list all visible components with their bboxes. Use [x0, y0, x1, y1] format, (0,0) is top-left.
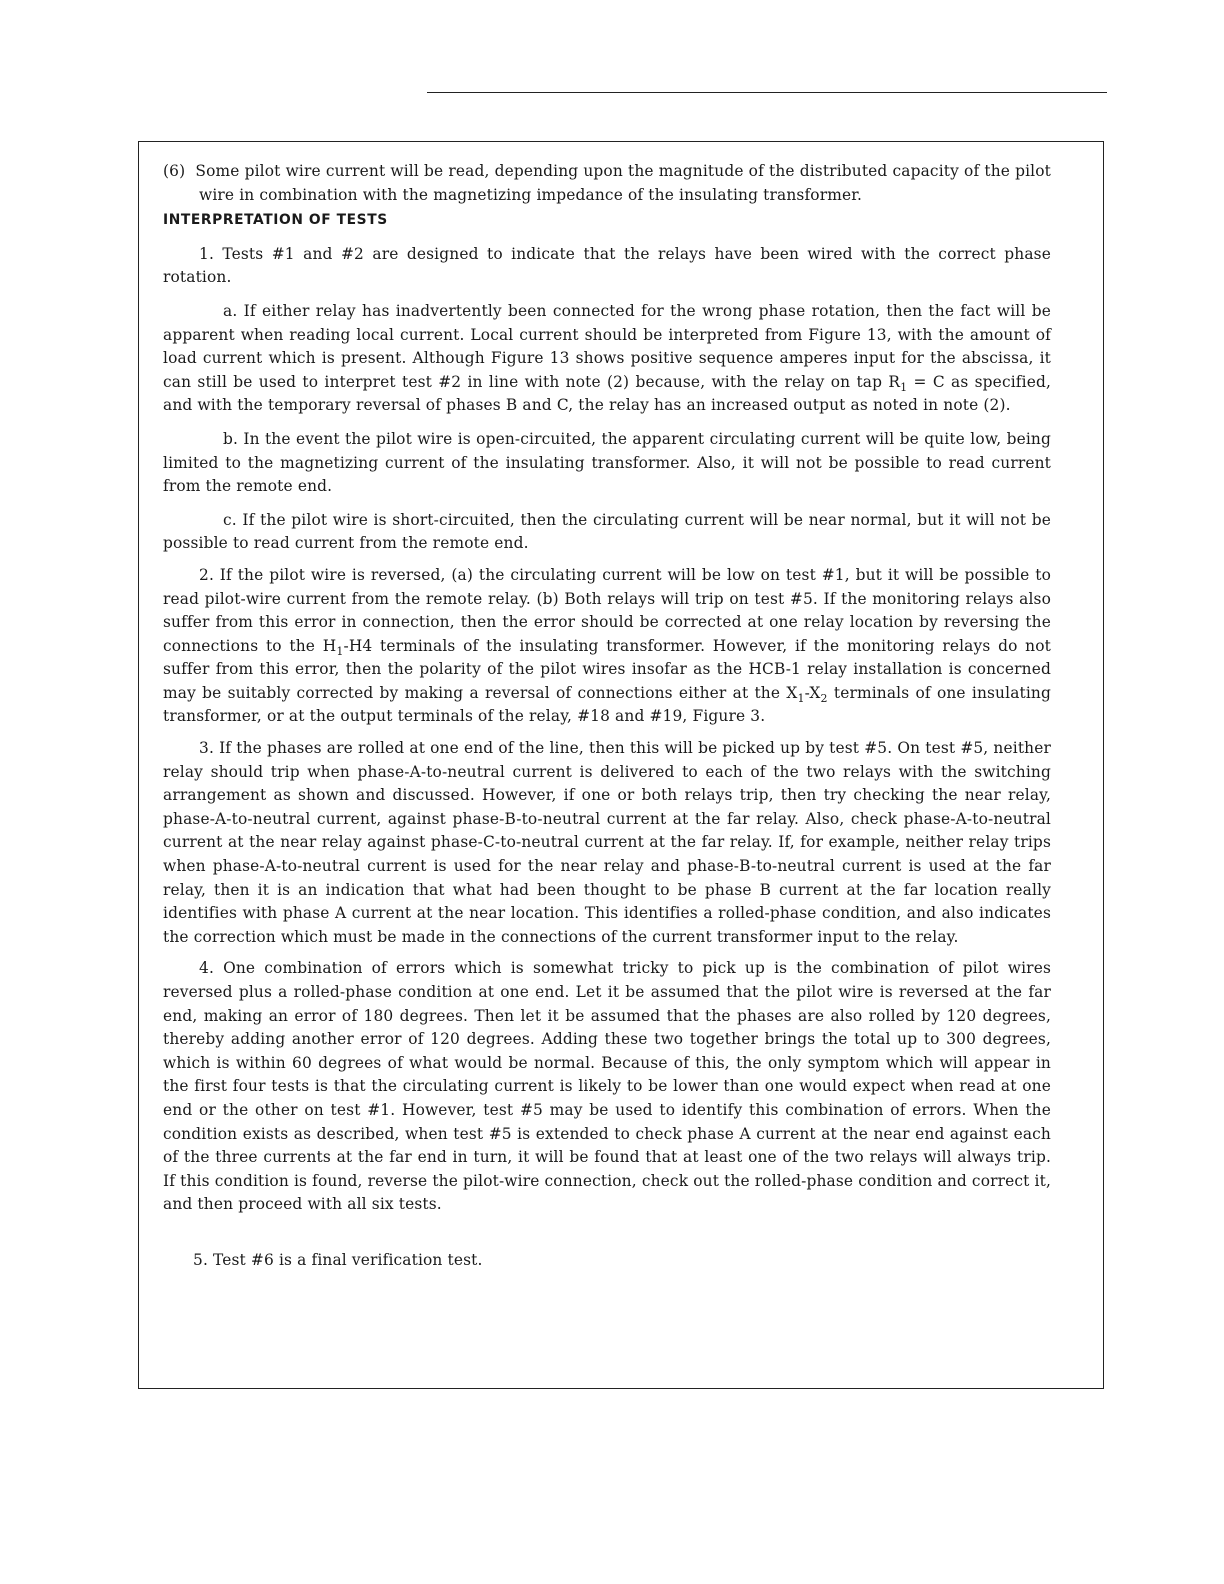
paragraph-3: 3. If the phases are rolled at one end of the line, then this will be picked up by test #5. On test #5, neither relay should trip when phase-A-to-neutral current is delivered to each of the two relays with the switching arrangement as shown and discussed. However, if one or both relays trip, then try checking the near relay, phase-A-to-neutral current, against phase-B-to-neutral current at the far relay. Also, check phase-A-to-neutral current at the near relay against phase-C-to-neutral current at the far relay. If, for example, neither relay trips when phase-A-to-neutral current is used for the near relay and phase-B-to-neutral current is used at the far relay, then it is an indication that what had been thought to be phase B current at the far location really identifies with phase A current at the near location. This identifies a rolled-phase condition, and also indicates the correction which must be made in the connections of the current transformer input to the relay. [163, 739, 1051, 946]
paragraph-1b: b. In the event the pilot wire is open-circuited, the apparent circulating current will be quite low, being limited to the magnetizing current of the insulating transformer. Also, it will not be possible to read current from the remote end. [163, 429, 1051, 496]
document-body [163, 160, 1051, 1273]
paragraph-4: 4. One combination of errors which is somewhat tricky to pick up is the combination of pilot wires reversed plus a rolled-phase condition at one end. Let it be assumed that the pilot wire is reversed at the far end, making an error of 180 degrees. Then let it be assumed that the phases are also rolled by 120 degrees, thereby adding another error of 120 degrees. Adding these two together brings the total up to 300 degrees, which is within 60 degrees of what would be normal. Because of this, the only symptom which will appear in the first four tests is that the circulating current is likely to be lower than one would expect when read at one end or the other on test #1. However, test #5 may be used to identify this combination of errors. When the condition exists as described, when test #5 is extended to check phase A current at the near end against each of the three currents at the far end in turn, it will be found that at least one of the two relays will always trip. If this condition is found, reverse the pilot-wire connection, check out the rolled-phase condition and correct it, and then proceed with all six tests. [163, 959, 1051, 1214]
paragraph-2: 2. If the pilot wire is reversed, (a) the circulating current will be low on test #1, but it will be possible to read pilot-wire current from the remote relay. (b) Both relays will trip on test #5. If the monitoring relays also suffer from this error in connection, then the error should be corrected at one relay location by reversing the connections to the $H_1-H4$ terminals of the insulating transformer. However, if the monitoring relays do not suffer from this error, then the polarity of the pilot wires insofar as the HCB-1 relay installation is concerned may be suitably corrected by making a reversal of connections either at the $X_1-X_2$ terminals of one insulating transformer, or at the output terminals of the relay, #18 and #19, Figure 3. [163, 565, 1051, 726]
item-6 [163, 160, 1051, 207]
paragraph-1a: a. If either relay has inadvertently been connected for the wrong phase rotation, then the fact will be apparent when reading local current. Local current should be interpreted from Figure 13, with the amount of load current which is present. Although Figure 13 shows positive sequence amperes input for the abscissa, it can still be used to interpret test #2 in line with note (2) because, with the relay on tap $R_1 = C$ as specified, and with the temporary reversal of phases B and C, the relay has an increased output as noted in note (2). [163, 301, 1052, 415]
paragraph-5: 5. Test #6 is a final verification test. [193, 1250, 483, 1269]
paragraph-1: 1. Tests #1 and #2 are designed to indicate that the relays have been wired with the correct phase rotation. [163, 244, 1051, 287]
item-6-number: (6) [163, 162, 186, 180]
paragraph-1c: c. If the pilot wire is short-circuited, then the circulating current will be near normal, but it will not be possible to read current from the remote end. [163, 510, 1051, 553]
section-heading: INTERPRETATION OF TESTS [163, 212, 388, 229]
header-rule [427, 92, 1107, 93]
item-6-text: Some pilot wire current will be read, depending upon the magnitude of the distributed capacity of the pilot wire in combination with the magnetizing impedance of the insulating transformer. [195, 162, 1051, 204]
